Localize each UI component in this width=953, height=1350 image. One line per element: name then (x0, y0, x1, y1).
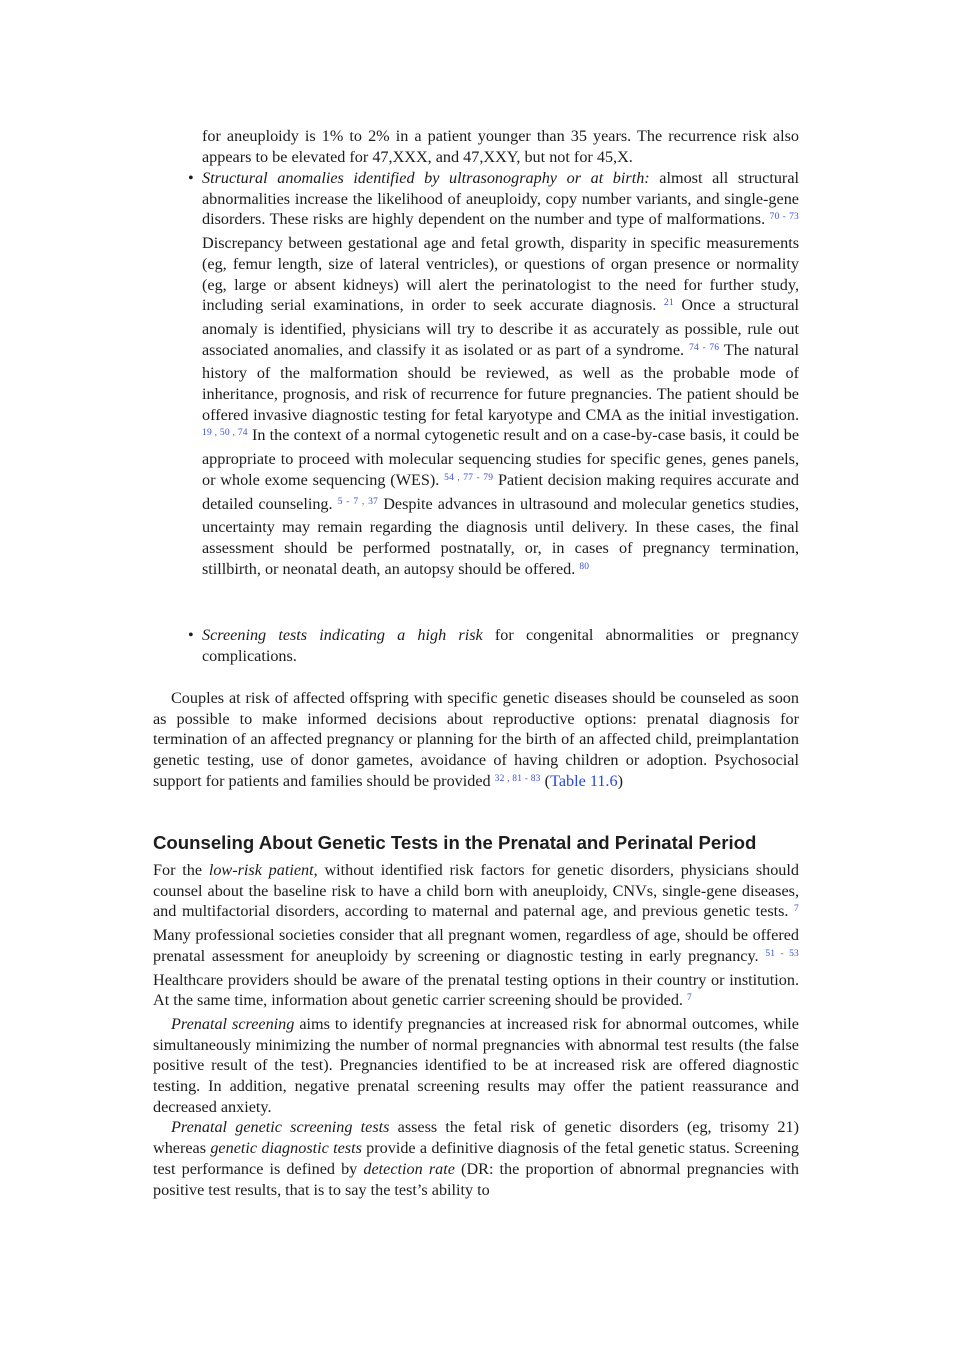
italic-term: Prenatal genetic screening tests (171, 1118, 390, 1137)
text-run: Healthcare providers should be aware of the prenatal testing options in their country or institution. At the same time, information about genetic carrier screening should be provided. (153, 970, 799, 1010)
table-reference-link[interactable]: Table 11.6 (550, 771, 618, 790)
italic-term: genetic diagnostic tests (210, 1139, 362, 1158)
paragraph-genetic-screening-tests (153, 1117, 799, 1200)
text-run: The natural history of the malformation should be reviewed, as well as the probable mode of inheritance, prognosis, and risk of recurrence for future pregnancies. The patient should be offered invasive diagnostic testing for fetal karyotype and CMA as the initial investigation. (202, 340, 799, 424)
section-body (153, 860, 799, 1200)
bullet-structural-anomalies (188, 168, 800, 582)
text-run: for aneuploidy is 1% to 2% in a patient younger than 35 years. The recurrence risk also appears to be elevated for 47,XXX, and 47,XXY, but not for 45,X. (202, 127, 799, 166)
italic-term: detection rate (363, 1159, 455, 1178)
continuation-paragraph (202, 126, 799, 167)
citation-superscript: 32 , 81 - 83 (494, 773, 541, 784)
text-run: (DR: the proportion of abnormal pregnancies with positive test results, that is to say the test’s ability to (153, 1159, 799, 1199)
italic-term: Prenatal screening (171, 1014, 295, 1033)
text-run: , without identified risk factors for genetic disorders, physicians should counsel about the baseline risk to have a child born with aneuploidy, CNVs, single-gene diseases, and multifactorial disorders, according to maternal and paternal age, and previous genetic tests. (153, 861, 799, 921)
text-run: provide a definitive diagnosis of the fetal genetic status. Screening test performance is defined by (153, 1139, 799, 1178)
citation-superscript: 74 - 76 (689, 342, 720, 353)
text-run: assess the fetal risk of genetic disorders (eg, trisomy 21) whereas (153, 1118, 799, 1158)
paragraph-prenatal-screening (153, 1014, 799, 1118)
italic-term: Structural anomalies identified by ultrasonography or at birth: (202, 169, 650, 187)
citation-superscript: 51 - 53 (765, 948, 799, 959)
text-run: aims to identify pregnancies at increased risk for abnormal outcomes, while simultaneously minimizing the number of normal pregnancies with abnormal test results (the false positive result of the test). Pregnancies identified to be at increased risk are offered diagnostic testing. In addition, negative prenatal screening results may offer the patient reassurance and decreased anxiety. (153, 1014, 799, 1116)
text-run: ) (617, 771, 623, 790)
citation-superscript: 7 (794, 904, 799, 915)
text-run: Couples at risk of affected offspring with specific genetic diseases should be counseled as soon as possible to make informed decisions about reproductive options: prenatal diagnosis for termination of an affected pregnancy or planning for the birth of an affected child, preimplantation genetic testing, use of donor gametes, avoidance of having children or adoption. Psychosocial support for patients and families should be provided (153, 689, 799, 790)
text-run: for congenital abnormalities or pregnancy complications. (202, 626, 799, 665)
text-run: In the context of a normal cytogenetic result and on a case-by-case basis, it could be appropriate to proceed with molecular sequencing studies for specific genes, genes panels, or whole exome sequencing (WES). (202, 426, 800, 489)
text-run: Discrepancy between gestational age and fetal growth, disparity in specific measurements (eg, femur length, size of lateral ventricles), or questions of organ presence or normality (eg, large or absent kidneys) will alert the perinatologist to the need for further study, including serial examinations, in order to seek accurate diagnosis. (202, 234, 799, 315)
citation-superscript: 54 , 77 - 79 (444, 472, 494, 483)
text-run: For the (153, 861, 209, 879)
citation-superscript: 70 - 73 (769, 212, 799, 223)
citation-superscript: 21 (663, 298, 674, 309)
bullet-marker: • (188, 626, 194, 644)
bullet-screening-tests (188, 625, 799, 666)
citation-superscript: 19 , 50 , 74 (202, 428, 248, 439)
bullet-marker: • (188, 169, 194, 187)
citation-superscript: 80 (579, 561, 590, 572)
text-run: ( (540, 771, 551, 790)
citation-superscript: 5 - 7 , 37 (337, 496, 379, 507)
text-run: Many professional societies consider that all pregnant women, regardless of age, should be offered prenatal assessment for aneuploidy by screening or diagnostic testing in early pregnancy. (153, 926, 799, 965)
section-heading: Counseling About Genetic Tests in the Prenatal and Perinatal Period (153, 832, 757, 853)
citation-superscript: 7 (687, 993, 692, 1004)
text-run: almost all structural abnormalities increase the likelihood of aneuploidy, copy number variants, and single-gene disorders. These risks are highly dependent on the number and type of malformations. (202, 169, 799, 229)
paragraph-low-risk-patient (153, 860, 799, 1014)
paragraph-couples-at-risk (153, 688, 799, 795)
italic-term: low-risk patient (208, 861, 314, 879)
bullet-text (202, 169, 799, 578)
text-run: Patient decision making requires accurate and detailed counseling. (202, 470, 799, 513)
italic-term: Screening tests indicating a high risk (202, 626, 483, 644)
bullet-text (202, 626, 799, 665)
text-run: Despite advances in ultrasound and molecular genetics studies, uncertainty may remain regarding the diagnosis until delivery. In these cases, the final assessment should be performed postnatally, or, in cases of pregnancy termination, stillbirth, or neonatal death, an autopsy should be offered. (202, 494, 799, 578)
text-run: Once a structural anomaly is identified, physicians will try to describe it as accurately as possible, rule out associated anomalies, and classify it as isolated or as part of a syndrome. (202, 296, 800, 359)
